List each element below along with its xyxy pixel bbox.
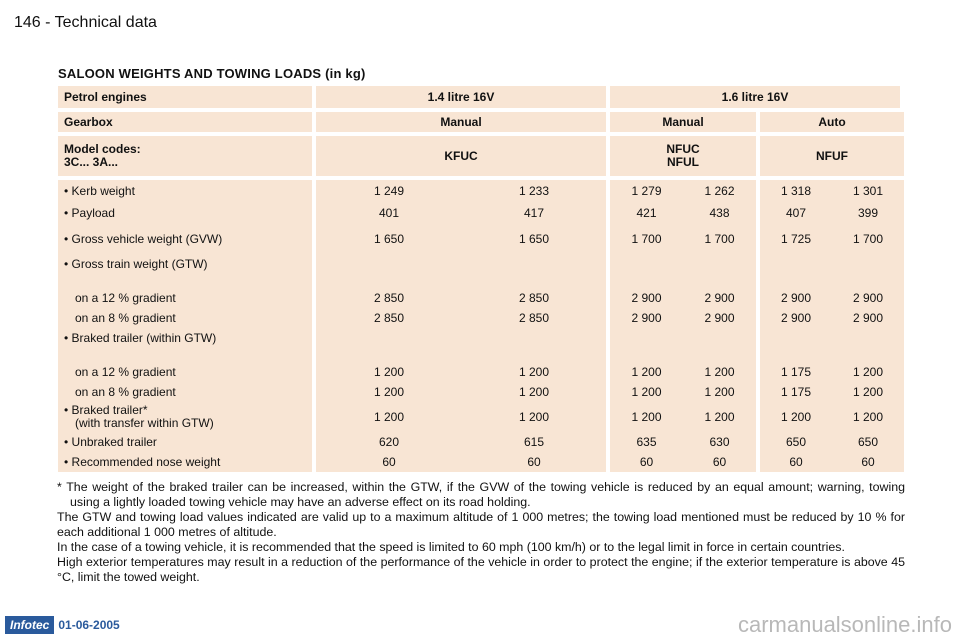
value-cell: 635: [610, 432, 683, 452]
value-cell: [316, 328, 462, 362]
table-row: [58, 452, 904, 472]
value-cell: 60: [610, 452, 683, 472]
value-cell: 60: [832, 452, 904, 472]
footnote-braked-trailer: * The weight of the braked trailer can be increased, within the GTW, if the GVW of the towing vehicle is reduced by an equal amount; warning, towing using a lightly loaded towing vehicle may have an adverse effect on its road holding.: [57, 480, 905, 509]
page-number: 146: [14, 14, 41, 31]
value-cell: 1 650: [316, 224, 462, 254]
page-section: Technical data: [54, 14, 157, 31]
value-cell: 1 200: [760, 402, 832, 432]
gear-c-header: Auto: [760, 112, 904, 132]
value-cell: 1 700: [610, 224, 683, 254]
value-cell: 1 200: [610, 362, 683, 382]
value-cell: 1 175: [760, 362, 832, 382]
engine-b-header: 1.6 litre 16V: [610, 86, 900, 108]
value-cell: [832, 254, 904, 288]
value-cell: [462, 254, 606, 288]
value-cell: [683, 328, 756, 362]
value-cell: 60: [462, 452, 606, 472]
value-cell: 2 900: [760, 308, 832, 328]
value-cell: 1 700: [683, 224, 756, 254]
value-cell: 2 900: [760, 288, 832, 308]
gearbox-label: Gearbox: [58, 112, 312, 132]
table-row: [58, 180, 904, 202]
header-row-gearbox: [58, 112, 904, 132]
table-row: [58, 254, 904, 288]
value-cell: 1 262: [683, 180, 756, 202]
row-label: • Gross vehicle weight (GVW): [58, 224, 312, 254]
value-cell: [610, 254, 683, 288]
value-cell: [610, 328, 683, 362]
value-cell: 417: [462, 202, 606, 224]
value-cell: [760, 254, 832, 288]
value-cell: 1 301: [832, 180, 904, 202]
gear-b-header: Manual: [610, 112, 756, 132]
value-cell: 2 900: [610, 288, 683, 308]
value-cell: 421: [610, 202, 683, 224]
value-cell: 2 900: [832, 288, 904, 308]
value-cell: 2 850: [462, 288, 606, 308]
value-cell: 1 279: [610, 180, 683, 202]
engine-a-header: 1.4 litre 16V: [316, 86, 606, 108]
row-label: on a 12 % gradient: [58, 288, 312, 308]
value-cell: 615: [462, 432, 606, 452]
note-temperature: High exterior temperatures may result in a reduction of the performance of the vehicle in order to protect the engine; if the exterior temperature is above 45 °C, limit the towed weight.: [57, 555, 905, 584]
code-a-header: KFUC: [316, 136, 606, 176]
row-label: • Unbraked trailer: [58, 432, 312, 452]
footer: [0, 616, 120, 634]
value-cell: 1 233: [462, 180, 606, 202]
value-cell: 2 850: [462, 308, 606, 328]
row-label: on an 8 % gradient: [58, 382, 312, 402]
value-cell: 401: [316, 202, 462, 224]
notes-block: [57, 480, 905, 585]
value-cell: 60: [760, 452, 832, 472]
weights-table: [58, 86, 904, 472]
page-header: [14, 14, 157, 32]
value-cell: 2 850: [316, 288, 462, 308]
value-cell: [760, 328, 832, 362]
value-cell: 1 650: [462, 224, 606, 254]
value-cell: 1 200: [683, 362, 756, 382]
table-row: [58, 202, 904, 224]
value-cell: 1 200: [610, 402, 683, 432]
value-cell: 1 249: [316, 180, 462, 202]
value-cell: 1 200: [316, 362, 462, 382]
infotec-logo: Infotec: [5, 616, 54, 634]
gear-a-header: Manual: [316, 112, 606, 132]
value-cell: 438: [683, 202, 756, 224]
value-cell: 60: [316, 452, 462, 472]
value-cell: 620: [316, 432, 462, 452]
table-row: [58, 402, 904, 432]
value-cell: 2 850: [316, 308, 462, 328]
row-label-line2: (with transfer within GTW): [75, 416, 214, 430]
value-cell: 650: [832, 432, 904, 452]
table-row: [58, 288, 904, 308]
value-cell: 2 900: [610, 308, 683, 328]
header-row-codes: [58, 136, 904, 176]
value-cell: 1 725: [760, 224, 832, 254]
note-speed-limit: In the case of a towing vehicle, it is recommended that the speed is limited to 60 mph (100 km/h) or to the legal limit in force in certain countries.: [57, 540, 845, 554]
code-b-line2: NFUL: [667, 155, 699, 169]
model-codes-line2: 3C... 3A...: [64, 155, 119, 169]
value-cell: 1 200: [462, 382, 606, 402]
table-row: [58, 432, 904, 452]
model-codes-label: [58, 136, 312, 176]
header-row-engines: [58, 86, 904, 108]
note-altitude: The GTW and towing load values indicated are valid up to a maximum altitude of 1 000 metres; the towing load mentioned must be reduced by 10 % for each additional 1 000 metres of altitude.: [57, 510, 905, 539]
value-cell: 60: [683, 452, 756, 472]
row-label: • Payload: [58, 202, 312, 224]
row-label: • Recommended nose weight: [58, 452, 312, 472]
value-cell: [462, 328, 606, 362]
value-cell: [316, 254, 462, 288]
row-label: [58, 402, 312, 432]
table-row: [58, 308, 904, 328]
value-cell: 1 200: [683, 382, 756, 402]
value-cell: 1 700: [832, 224, 904, 254]
row-label: on a 12 % gradient: [58, 362, 312, 382]
value-cell: 1 200: [832, 382, 904, 402]
value-cell: 1 200: [610, 382, 683, 402]
table-row: [58, 328, 904, 362]
value-cell: 2 900: [832, 308, 904, 328]
value-cell: 1 200: [832, 402, 904, 432]
model-codes-line1: Model codes:: [64, 142, 141, 156]
section-title: SALOON WEIGHTS AND TOWING LOADS (in kg): [58, 66, 366, 81]
value-cell: 1 200: [462, 362, 606, 382]
value-cell: 2 900: [683, 308, 756, 328]
row-label: • Gross train weight (GTW): [58, 254, 312, 288]
code-c-header: NFUF: [760, 136, 904, 176]
row-label-line1: • Braked trailer*: [64, 403, 148, 417]
code-b-header: [610, 136, 756, 176]
value-cell: 650: [760, 432, 832, 452]
table-body: [58, 180, 904, 472]
value-cell: 1 200: [316, 402, 462, 432]
value-cell: 2 900: [683, 288, 756, 308]
value-cell: 1 200: [832, 362, 904, 382]
table-row: [58, 362, 904, 382]
petrol-engines-label: Petrol engines: [58, 86, 312, 108]
page-separator: -: [40, 14, 55, 31]
value-cell: 1 318: [760, 180, 832, 202]
value-cell: [683, 254, 756, 288]
table-row: [58, 224, 904, 254]
row-label: on an 8 % gradient: [58, 308, 312, 328]
watermark: carmanualsonline.info: [737, 612, 952, 637]
row-label: • Braked trailer (within GTW): [58, 328, 312, 362]
value-cell: 630: [683, 432, 756, 452]
value-cell: 1 200: [683, 402, 756, 432]
value-cell: 1 175: [760, 382, 832, 402]
table-row: [58, 382, 904, 402]
value-cell: 1 200: [316, 382, 462, 402]
value-cell: 407: [760, 202, 832, 224]
footer-date: 01-06-2005: [58, 618, 120, 632]
value-cell: 399: [832, 202, 904, 224]
value-cell: [832, 328, 904, 362]
row-label: • Kerb weight: [58, 180, 312, 202]
value-cell: 1 200: [462, 402, 606, 432]
code-b-line1: NFUC: [666, 142, 700, 156]
